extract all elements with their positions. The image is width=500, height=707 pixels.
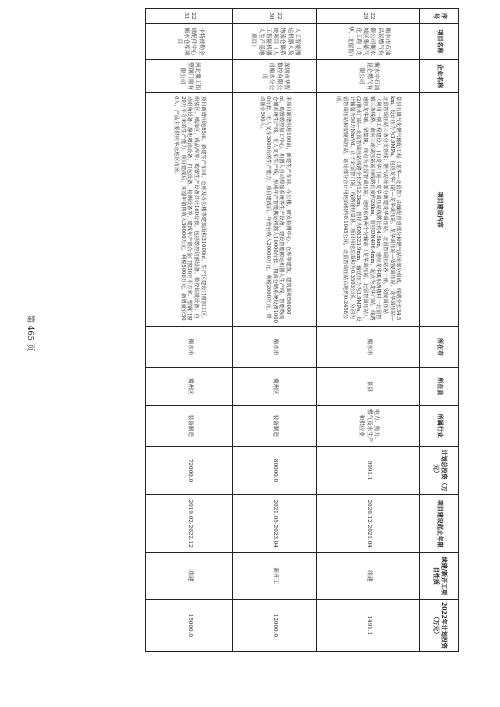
cell-nature: 续建	[146, 552, 233, 599]
cell-total: 9991.1	[317, 446, 420, 495]
cell-plan2022: 12000.0	[233, 599, 317, 651]
cell-content: 项目新增用地85亩，新建生产车间、仓库及办公楼等建筑面积31000㎡，生产区建设门窗加工区、组装区、喷涂区、成品库等；购置生产设备共计160台套，包括数控切割设备、数控钻铣设备、自动组角设备、静电喷涂设备、打包设备、检测设备等，建成年产铝合金门窗30万平方米、塑钢门窗20万平方米的生产能力。项目建成后，实现年销售收入36000万元，利税5000万元，新增就业300人，产品主要供应华北地区市场。	[146, 93, 233, 327]
cell-period: 2019.02-2022.12	[146, 495, 233, 552]
cell-content: 景县五镇气化燃气输配工程（龙华—北留智）由输配管道部分和燃气站场部分组成，线路全长34.5km，设计压力为3.9MPa，包括龙华门站—龙华调压站、龙华调压站—安陵调压站、龙华调压站—北留智调压站三条分支管线；燃气站场部分新建龙华调压站、北留智调压站各一座，安陵调压站（利用一期工程建设）。(1)龙华门站—龙华调压站线路长约4.5km，途经龙华镇东西楼村一北留智镇三条线路。南向三座调压站站间线路长度约28km，管径DN406.4mm，起点为龙华门站，线路途经龙华镇、梁集镇，终点为北留智调压站，途经东西两个分输站（龙华调压站、北留智调压站）。(2)衡水门站—北留智调压站线路全长约12.2km，管径为DN323.9mm，输送压力为3.9MPa，设计输量为50万Nm³/d，止于北留智门站，线路途经景县。项目用地总面积为0.3503公顷，分别为留智调压站和安陵调压站，站场部分合计用地面积约0.1045公顷，北留智调压站占地约0.2458公顷。	[317, 93, 420, 327]
header-company: 企业名称	[420, 60, 459, 93]
table-row	[233, 9, 317, 652]
cell-no: 2229	[317, 9, 420, 24]
table-row	[146, 9, 233, 652]
cell-name: 人工智能搬运机器人及物流仓储系统项目（人工智能机器人生产基地项目）	[233, 23, 317, 59]
cell-city: 衡水市	[317, 327, 420, 367]
cell-plan2022: 15000.0	[146, 599, 233, 651]
header-period: 项目建设起止年限	[420, 495, 459, 552]
cell-period: 2021.05-2023.04	[233, 495, 317, 552]
project-table	[145, 8, 459, 652]
cell-county: 冀州区	[146, 367, 233, 405]
cell-county: 景县	[317, 367, 420, 405]
header-county: 所在县	[420, 367, 459, 405]
header-no: 序号	[420, 9, 459, 24]
table-row	[317, 9, 420, 652]
cell-industry: 电力、热力、燃气及水生产和供应业	[317, 406, 420, 446]
page-number: 第 465 页	[26, 315, 35, 352]
cell-total: 80000.0	[233, 446, 317, 495]
header-row	[420, 9, 459, 652]
cell-total: 72000.0	[146, 446, 233, 495]
cell-company: 衡水中石油昆仑燃气有限公司	[317, 60, 420, 93]
header-total: 计划总投资（万元）	[420, 446, 459, 495]
cell-no: 2230	[233, 9, 317, 24]
cell-city: 衡水市	[146, 327, 233, 367]
header-industry: 所属行业	[420, 406, 459, 446]
cell-city: 衡水市	[233, 327, 317, 367]
header-content: 项目建设内容	[420, 93, 459, 327]
cell-plan2022: 1491.1	[317, 599, 420, 651]
header-nature: 续建/新开工项目性质	[420, 552, 459, 599]
header-name: 项目名称	[420, 23, 459, 59]
cell-company: 河北冀工铝塑钢门窗有限公司	[146, 60, 233, 93]
cell-industry: 装备制造	[233, 406, 317, 446]
cell-period: 2020.12-2021.04	[317, 495, 420, 552]
cell-industry: 装备制造	[146, 406, 233, 446]
header-plan2022: 2022年计划投资（万元）	[420, 599, 459, 651]
cell-name: 卡特彼勒全球配件中心衡水仓库项目	[146, 23, 233, 59]
header-city: 所在市	[420, 327, 459, 367]
cell-content: 本项目新增用地100亩，新建生产车间、办公楼、研发检测中心、仓库等建筑，建筑面积56000㎡，购置数控加工中心、机器人自动焊接系统等生产设备，建设智能搬运机器人生产线、智能物流仓储系统生产线、无人叉车生产线，形成年产智能搬运机器人10000台套、物流仓储系统设备10000台套、无人叉车3000台的生产能力。项目建成后，年营业收入20000万元，利税2000万元，带动就业500人。	[233, 93, 317, 327]
cell-name: 衡水市石油昌民燃气有限公司衡水城区集能气化工程（龙华、北留智）	[317, 23, 420, 59]
cell-county: 冀州区	[233, 367, 317, 405]
cell-no: 2231	[146, 9, 233, 24]
cell-company: 深圳市华智数控有限公司衡水分公司	[233, 60, 317, 93]
cell-nature: 新开工	[233, 552, 317, 599]
cell-nature: 续建	[317, 552, 420, 599]
